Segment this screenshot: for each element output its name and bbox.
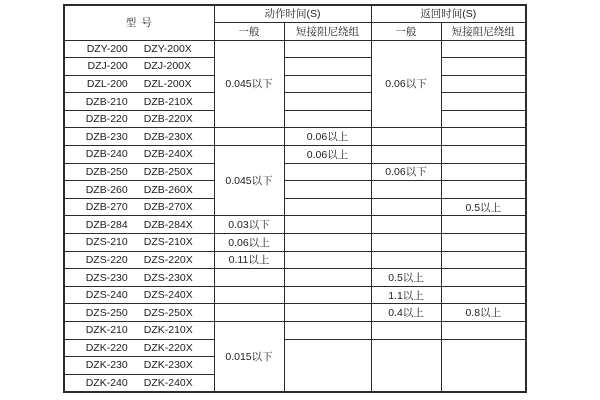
cell-action-general: 0.06以上 xyxy=(214,234,284,252)
cell-return-general: 0.06以下 xyxy=(371,40,441,128)
cell-action-damping xyxy=(284,269,371,287)
model-name-x: DZS-250X xyxy=(143,306,193,319)
cell-return-general xyxy=(371,339,441,392)
spec-table-container xyxy=(63,4,527,393)
cell-action-general: 0.015以下 xyxy=(214,322,284,393)
cell-action-damping xyxy=(284,322,371,340)
cell-return-damping xyxy=(441,251,526,269)
cell-return-damping xyxy=(441,40,526,58)
cell-return-damping xyxy=(441,216,526,234)
cell-action-damping: 0.06以上 xyxy=(284,146,371,164)
cell-return-damping xyxy=(441,93,526,111)
model-name-x: DZB-230X xyxy=(143,130,193,143)
cell-action-damping xyxy=(284,40,371,58)
cell-return-damping xyxy=(441,128,526,146)
cell-action-general xyxy=(214,269,284,287)
model-name: DZS-210 xyxy=(85,236,128,249)
model-name: DZB-270 xyxy=(85,201,128,214)
column-group-action-time: 动作时间(S) xyxy=(214,5,371,22)
table-row xyxy=(64,286,526,304)
cell-return-damping xyxy=(441,58,526,76)
cell-model xyxy=(64,110,214,128)
cell-return-general xyxy=(371,181,441,199)
model-name: DZB-284 xyxy=(85,218,128,231)
cell-model xyxy=(64,286,214,304)
model-name: DZJ-200 xyxy=(87,60,128,73)
model-name: DZB-250 xyxy=(85,165,128,178)
table-row xyxy=(64,110,526,128)
column-header-return-damping: 短接阻尼绕组 xyxy=(441,22,526,40)
cell-action-damping xyxy=(284,304,371,322)
model-name: DZS-230 xyxy=(85,271,128,284)
model-name-x: DZK-240X xyxy=(143,376,193,389)
model-name-x: DZB-270X xyxy=(143,201,193,214)
cell-model xyxy=(64,304,214,322)
cell-return-damping xyxy=(441,110,526,128)
cell-action-general xyxy=(214,128,284,146)
cell-action-damping xyxy=(284,110,371,128)
model-name: DZB-220 xyxy=(85,113,128,126)
cell-return-general: 1.1以上 xyxy=(371,286,441,304)
cell-action-damping xyxy=(284,216,371,234)
table-row xyxy=(64,216,526,234)
column-header-model: 型 号 xyxy=(64,5,214,40)
cell-action-damping xyxy=(284,181,371,199)
model-name: DZK-220 xyxy=(85,341,128,354)
cell-model xyxy=(64,216,214,234)
cell-return-damping xyxy=(441,163,526,181)
cell-model xyxy=(64,181,214,199)
table-row xyxy=(64,322,526,340)
cell-action-damping: 0.06以上 xyxy=(284,128,371,146)
cell-model xyxy=(64,198,214,216)
cell-model xyxy=(64,374,214,392)
model-name-x: DZS-210X xyxy=(143,236,193,249)
model-name-x: DZK-230X xyxy=(143,359,193,372)
model-name: DZS-240 xyxy=(85,289,128,302)
cell-return-damping xyxy=(441,339,526,392)
table-row xyxy=(64,304,526,322)
cell-model xyxy=(64,93,214,111)
model-name: DZB-230 xyxy=(85,130,128,143)
cell-return-general xyxy=(371,251,441,269)
model-name-x: DZB-210X xyxy=(143,95,193,108)
table-row xyxy=(64,128,526,146)
cell-action-general: 0.11以上 xyxy=(214,251,284,269)
table-row xyxy=(64,181,526,199)
cell-action-general: 0.045以下 xyxy=(214,40,284,128)
model-name: DZS-250 xyxy=(85,306,128,319)
model-name-x: DZK-220X xyxy=(143,341,193,354)
cell-return-general xyxy=(371,146,441,164)
cell-return-damping xyxy=(441,286,526,304)
cell-return-general xyxy=(371,216,441,234)
cell-action-general xyxy=(214,286,284,304)
cell-return-damping: 0.8以上 xyxy=(441,304,526,322)
cell-action-general xyxy=(214,304,284,322)
model-name-x: DZB-240X xyxy=(143,148,193,161)
cell-model xyxy=(64,357,214,375)
table-row xyxy=(64,198,526,216)
cell-model xyxy=(64,339,214,357)
model-name: DZL-200 xyxy=(86,77,128,90)
model-name: DZK-230 xyxy=(85,359,128,372)
cell-model xyxy=(64,40,214,58)
model-name: DZK-240 xyxy=(85,376,128,389)
table-row xyxy=(64,163,526,181)
model-name-x: DZB-284X xyxy=(143,218,193,231)
cell-model xyxy=(64,251,214,269)
cell-return-damping: 0.5以上 xyxy=(441,198,526,216)
model-name-x: DZB-220X xyxy=(143,113,193,126)
cell-model xyxy=(64,75,214,93)
cell-return-general: 0.06以下 xyxy=(371,163,441,181)
cell-action-damping xyxy=(284,75,371,93)
model-name-x: DZB-250X xyxy=(143,165,193,178)
cell-action-damping xyxy=(284,163,371,181)
model-name-x: DZS-240X xyxy=(143,289,193,302)
column-header-action-damping: 短接阻尼绕组 xyxy=(284,22,371,40)
model-name: DZB-240 xyxy=(85,148,128,161)
cell-model xyxy=(64,269,214,287)
cell-return-general xyxy=(371,198,441,216)
cell-return-general: 0.5以上 xyxy=(371,269,441,287)
table-row xyxy=(64,93,526,111)
cell-action-damping xyxy=(284,234,371,252)
relay-timing-spec-table xyxy=(63,4,527,393)
cell-action-damping xyxy=(284,339,371,392)
cell-model xyxy=(64,128,214,146)
model-name-x: DZS-220X xyxy=(143,253,193,266)
column-header-return-general: 一般 xyxy=(371,22,441,40)
model-name: DZS-220 xyxy=(85,253,128,266)
cell-action-damping xyxy=(284,93,371,111)
model-name-x: DZL-200X xyxy=(143,77,192,90)
cell-return-damping xyxy=(441,322,526,340)
cell-action-damping xyxy=(284,58,371,76)
cell-return-general xyxy=(371,128,441,146)
cell-return-damping xyxy=(441,181,526,199)
table-row xyxy=(64,269,526,287)
model-name-x: DZK-210X xyxy=(143,324,193,337)
table-row xyxy=(64,58,526,76)
cell-model xyxy=(64,163,214,181)
cell-model xyxy=(64,58,214,76)
cell-action-general: 0.045以下 xyxy=(214,146,284,216)
model-name: DZB-210 xyxy=(85,95,128,108)
model-name-x: DZJ-200X xyxy=(143,60,192,73)
cell-action-general: 0.03以下 xyxy=(214,216,284,234)
model-name: DZB-260 xyxy=(85,183,128,196)
cell-model xyxy=(64,146,214,164)
cell-model xyxy=(64,234,214,252)
header-row-groups xyxy=(64,5,526,22)
table-row xyxy=(64,75,526,93)
model-name: DZY-200 xyxy=(86,42,128,55)
table-row xyxy=(64,339,526,357)
model-name-x: DZY-200X xyxy=(143,42,192,55)
cell-action-damping xyxy=(284,251,371,269)
table-row xyxy=(64,146,526,164)
cell-return-damping xyxy=(441,234,526,252)
column-header-action-general: 一般 xyxy=(214,22,284,40)
model-name-x: DZB-260X xyxy=(143,183,193,196)
cell-model xyxy=(64,322,214,340)
cell-action-damping xyxy=(284,198,371,216)
cell-return-general xyxy=(371,322,441,340)
cell-return-general: 0.4以上 xyxy=(371,304,441,322)
table-row xyxy=(64,234,526,252)
table-row xyxy=(64,251,526,269)
cell-return-damping xyxy=(441,75,526,93)
model-name-x: DZS-230X xyxy=(143,271,193,284)
column-group-return-time: 返回时间(S) xyxy=(371,5,526,22)
cell-return-general xyxy=(371,234,441,252)
table-row xyxy=(64,40,526,58)
cell-return-damping xyxy=(441,269,526,287)
cell-action-damping xyxy=(284,286,371,304)
model-name: DZK-210 xyxy=(85,324,128,337)
cell-return-damping xyxy=(441,146,526,164)
